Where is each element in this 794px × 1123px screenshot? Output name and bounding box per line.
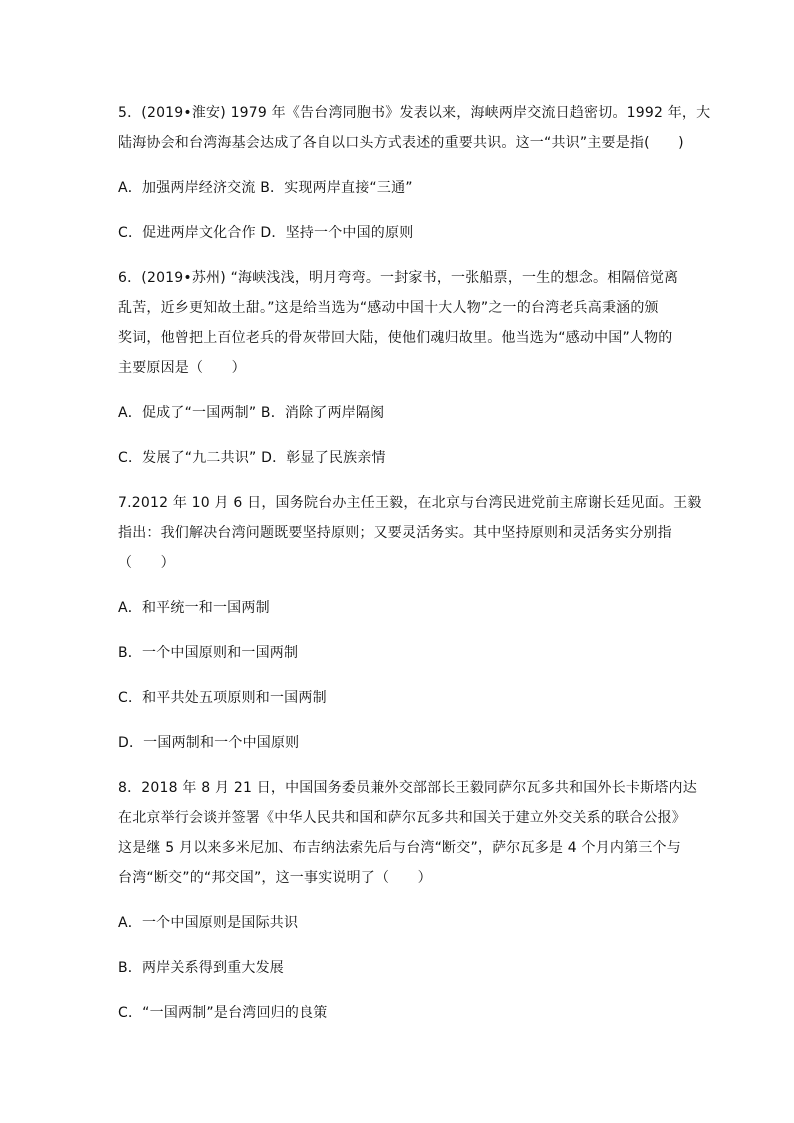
option-line: C．“一国两制”是台湾回归的良策 bbox=[118, 1005, 328, 1021]
stem-line: 台湾“断交”的“邦交国”，这一事实说明了（ ） bbox=[118, 870, 432, 886]
stem-line: 在北京举行会谈并签署《中华人民共和国和萨尔瓦多共和国关于建立外交关系的联合公报》 bbox=[118, 810, 686, 826]
stem-line: 7.2012 年 10 月 6 日，国务院台办主任王毅，在北京与台湾民进党前主席谢长廷见面。王毅 bbox=[118, 495, 702, 511]
question-7 bbox=[118, 488, 702, 758]
option-line: C．发展了“九二共识” D．彰显了民族亲情 bbox=[118, 450, 386, 466]
stem-line: （ ） bbox=[118, 555, 175, 571]
stem-line: 指出：我们解决台湾问题既要坚持原则；又要灵活务实。其中坚持原则和灵活务实分别指 bbox=[118, 525, 672, 541]
question-list bbox=[118, 98, 711, 1028]
option-line: D．一国两制和一个中国原则 bbox=[118, 735, 300, 751]
question-5 bbox=[118, 98, 711, 248]
option-line: A．一个中国原则是国际共识 bbox=[118, 915, 299, 931]
option-line: C．促进两岸文化合作 D．坚持一个中国的原则 bbox=[118, 225, 414, 241]
stem-line: 陆海协会和台湾海基会达成了各自以口头方式表述的重要共识。这一“共识”主要是指( ) bbox=[118, 135, 684, 151]
stem-line: 奖词，他曾把上百位老兵的骨灰带回大陆，使他们魂归故里。他当选为“感动中国”人物的 bbox=[118, 330, 673, 346]
stem-line: 8．2018 年 8 月 21 日，中国国务委员兼外交部部长王毅同萨尔瓦多共和国外长卡斯塔内达 bbox=[118, 780, 697, 796]
option-line: A．加强两岸经济交流 B．实现两岸直接“三通” bbox=[118, 180, 413, 196]
option-line: A．促成了“一国两制” B．消除了两岸隔阂 bbox=[118, 405, 385, 421]
stem-line: 5．(2019•淮安) 1979 年《告台湾同胞书》发表以来，海峡两岸交流日趋密切。1992 年，大 bbox=[118, 105, 711, 121]
stem-line: 6．(2019•苏州) “海峡浅浅，明月弯弯。一封家书，一张船票，一生的想念。相隔倍觉离 bbox=[118, 270, 679, 286]
question-stem bbox=[118, 263, 684, 383]
question-8 bbox=[118, 773, 697, 1028]
option-line: A．和平统一和一国两制 bbox=[118, 600, 270, 616]
stem-line: 主要原因是（ ） bbox=[118, 360, 246, 376]
question-stem bbox=[118, 773, 697, 893]
option-line: C．和平共处五项原则和一国两制 bbox=[118, 690, 327, 706]
stem-line: 这是继 5 月以来多米尼加、布吉纳法索先后与台湾“断交”，萨尔瓦多是 4 个月内第三个与 bbox=[118, 840, 681, 856]
question-stem bbox=[118, 98, 711, 158]
question-stem bbox=[118, 488, 702, 578]
option-line: B．两岸关系得到重大发展 bbox=[118, 960, 285, 976]
stem-line: 乱苦，近乡更知故土甜。”这是给当选为“感动中国十大人物”之一的台湾老兵高秉涵的颁 bbox=[118, 300, 659, 316]
option-line: B．一个中国原则和一国两制 bbox=[118, 645, 299, 661]
question-6 bbox=[118, 263, 684, 473]
